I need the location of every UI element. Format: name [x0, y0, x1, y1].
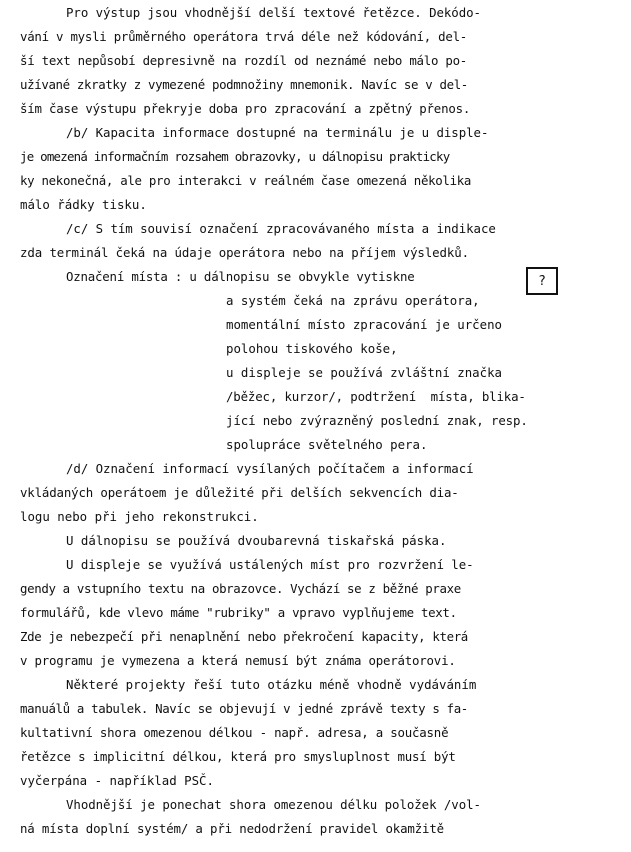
boxed-question-mark: ?	[526, 267, 558, 295]
text-line: polohou tiskového koše,	[226, 341, 398, 356]
text-line: U displeje se využívá ustálených míst pro rozvržení le-	[66, 557, 474, 572]
text-line: je omezená informačním rozsahem obrazovky, u dálnopisu prakticky	[20, 149, 450, 164]
text-line: spolupráce světelného pera.	[226, 437, 428, 452]
text-line: momentální místo zpracování je určeno	[226, 317, 503, 332]
text-line: řetězce s implicitní délkou, která pro smysluplnost musí být	[20, 749, 456, 764]
text-line: /d/ Označení informací vysílaných počítačem a informací	[66, 461, 474, 476]
text-line: v programu je vymezena a která nemusí být známa operátorovi.	[20, 653, 456, 668]
text-line: U dálnopisu se používá dvoubarevná tiskařská páska.	[66, 533, 447, 548]
text-line: /c/ S tím souvisí označení zpracovávaného místa a indikace	[66, 221, 496, 236]
text-line: užívané zkratky z vymezené podmnožiny mnemonik. Navíc se v del-	[20, 77, 468, 92]
text-line: Označení místa : u dálnopisu se obvykle vytiskne	[66, 269, 415, 284]
text-line: jící nebo zvýrazněný poslední znak, resp.	[226, 413, 528, 428]
text-line: manuálů a tabulek. Navíc se objevují v jedné zprávě texty s fa-	[20, 701, 468, 716]
text-line: Některé projekty řeší tuto otázku méně vhodně vydáváním	[66, 677, 477, 692]
text-line: ší text nepůsobí depresivně na rozdíl od neznámé nebo málo po-	[20, 53, 468, 68]
text-line: /běžec, kurzor/, podtržení místa, blika-	[226, 389, 526, 404]
text-line: u displeje se používá zvláštní značka	[226, 365, 503, 380]
text-line: gendy a vstupního textu na obrazovce. Vychází se z běžné praxe	[20, 581, 461, 596]
text-line: málo řádky tisku.	[20, 197, 147, 212]
text-line: logu nebo při jeho rekonstrukci.	[20, 509, 259, 524]
text-line: /b/ Kapacita informace dostupné na terminálu je u disple-	[66, 125, 489, 140]
text-line: vání v mysli průměrného operátora trvá déle než kódování, del-	[20, 29, 468, 44]
text-line: Vhodnější je ponechat shora omezenou délku položek /vol-	[66, 797, 481, 812]
text-line: ším čase výstupu překryje doba pro zpracování a zpětný přenos.	[20, 101, 471, 116]
text-line: vyčerpána - například PSČ.	[20, 773, 214, 788]
text-line: ky nekonečná, ale pro interakci v reálném čase omezená několika	[20, 173, 472, 188]
text-line: ná místa doplní systém/ a při nedodržení pravidel okamžitě	[20, 821, 444, 836]
text-line: zda terminál čeká na údaje operátora nebo na příjem výsledků.	[20, 245, 469, 260]
text-line: Zde je nebezpečí při nenaplnění nebo překročení kapacity, která	[20, 629, 468, 644]
text-line: kultativní shora omezenou délkou - např. adresa, a současně	[20, 725, 449, 740]
text-line: formulářů, kde vlevo máme "rubriky" a vpravo vyplňujeme text.	[20, 605, 457, 620]
text-line: a systém čeká na zprávu operátora,	[226, 293, 480, 308]
text-line: Pro výstup jsou vhodnější delší textové řetězce. Dekódo-	[66, 5, 481, 20]
text-line: vkládaných operátoem je důležité při delších sekvencích dia-	[20, 485, 459, 500]
